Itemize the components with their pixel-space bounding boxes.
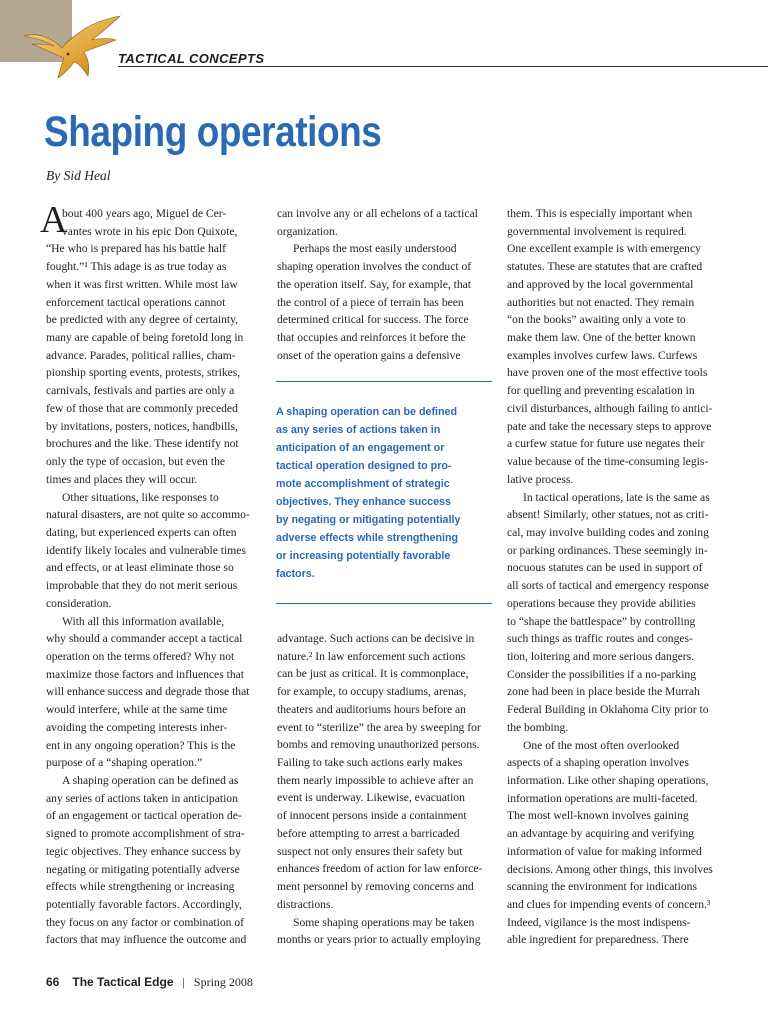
text-line: them nearly impossible to achieve after an <box>277 773 474 787</box>
text-line: months or years prior to actually employing <box>277 933 481 947</box>
text-line: determined critical for success. The force <box>277 313 469 327</box>
text-line: a curfew statue for future use negates their <box>507 437 705 451</box>
text-line: Perhaps the most easily understood <box>293 242 457 256</box>
text-line: event is underway. Likewise, evacuation <box>277 791 465 805</box>
text-line: nocuous statutes can be used in support of <box>507 561 703 575</box>
body-column-1 <box>46 205 262 949</box>
text-line: all sorts of tactical and emergency response <box>507 579 709 593</box>
text-line: adverse effects while strengthening <box>276 532 459 544</box>
text-line: few of those that are commonly preceded <box>46 401 238 415</box>
body-column-2-top <box>277 205 493 364</box>
text-line: potentially favorable factors. Accordingly, <box>46 898 242 912</box>
text-line: value because of the time-consuming legis- <box>507 455 709 469</box>
text-line: In tactical operations, late is the same as <box>523 490 710 504</box>
text-line: One excellent example is with emergency <box>507 242 701 256</box>
text-line: bout 400 years ago, Miguel de Cer- <box>62 207 227 220</box>
text-line: that occupies and reinforces it before the <box>277 331 466 345</box>
body-column-2-bottom <box>277 630 493 949</box>
text-line: advantage. Such actions can be decisive in <box>277 632 475 645</box>
section-divider <box>118 66 768 67</box>
text-line: operation on the terms offered? Why not <box>46 649 235 663</box>
text-line: when it was first written. While most law <box>46 277 238 291</box>
text-line: factors that may influence the outcome and <box>46 933 247 947</box>
text-line: lative process. <box>507 472 574 486</box>
text-line: make them law. One of the better known <box>507 331 696 345</box>
text-line: would interfere, while at the same time <box>46 703 228 717</box>
text-line: “He who is prepared has his battle half <box>46 242 226 256</box>
text-line: or parking ordinances. These seemingly in- <box>507 543 708 557</box>
text-line: tegic objectives. They enhance success by <box>46 844 241 858</box>
page-footer <box>46 975 253 990</box>
text-line: identify likely locales and vulnerable times <box>46 543 246 557</box>
text-line: onset of the operation gains a defensive <box>277 348 461 362</box>
text-line: by negating or mitigating potentially <box>276 514 461 526</box>
text-line: negating or mitigating potentially adverse <box>46 862 240 876</box>
text-line: will enhance success and degrade those that <box>46 685 250 699</box>
text-line: dating, but experienced experts can often <box>46 525 237 539</box>
footer-separator: | <box>182 975 185 989</box>
text-line: the operation itself. Say, for example, that <box>277 277 472 291</box>
text-line: can be just as critical. It is commonplace, <box>277 667 469 681</box>
text-line: advance. Parades, political rallies, cham- <box>46 348 236 362</box>
text-line: times and places they will occur. <box>46 472 198 486</box>
text-line: for quelling and preventing escalation in <box>507 384 695 398</box>
text-line: cal, may involve building codes and zoning <box>507 525 709 539</box>
text-line: them. This is especially important when <box>507 207 693 220</box>
text-line: “on the books” awaiting only a vote to <box>507 313 686 327</box>
text-line: why should a commander accept a tactical <box>46 632 243 646</box>
publication-name: The Tactical Edge <box>72 975 174 989</box>
text-line: as any series of actions taken in <box>276 424 441 436</box>
text-line: ment personnel by removing concerns and <box>277 880 474 894</box>
text-line: mote accomplishment of strategic <box>276 478 450 490</box>
text-line: Failing to take such actions early makes <box>277 756 463 770</box>
text-line: shaping operation involves the conduct of <box>277 260 472 274</box>
text-line: The most well-known involves gaining <box>507 809 689 823</box>
text-line: any series of actions taken in anticipation <box>46 791 238 805</box>
issue-date: Spring 2008 <box>193 975 253 989</box>
text-line: information operations are multi-faceted. <box>507 791 698 805</box>
eagle-icon <box>18 14 122 86</box>
text-line: scanning the environment for indications <box>507 880 697 894</box>
pull-quote <box>276 403 492 583</box>
text-line: Some shaping operations may be taken <box>293 915 475 929</box>
text-line: many are capable of being foretold long in <box>46 331 244 345</box>
text-line: Other situations, like responses to <box>62 490 219 504</box>
text-line: only the type of occasion, but even the <box>46 455 226 469</box>
text-line: able ingredient for preparedness. There <box>507 933 689 947</box>
text-line: objectives. They enhance success <box>276 496 451 508</box>
text-line: bombs and removing unauthorized persons. <box>277 738 480 752</box>
text-line: event to “sterilize” the area by sweeping for <box>277 720 481 734</box>
pull-quote-top-rule <box>276 381 492 382</box>
text-line: carnivals, festivals and parties are only a <box>46 384 235 398</box>
text-line: A shaping operation can be defined <box>276 406 458 418</box>
section-label: TACTICAL CONCEPTS <box>118 51 265 66</box>
text-line: decisions. Among other things, this involves <box>507 862 713 876</box>
text-line: such things as traffic routes and conges- <box>507 632 693 646</box>
text-line: avoiding the competing interests inher- <box>46 720 228 734</box>
text-line: enhances freedom of action for law enforce- <box>277 862 483 876</box>
text-line: organization. <box>277 224 338 238</box>
text-line: the control of a piece of terrain has been <box>277 295 464 309</box>
text-line: Consider the possibilities if a no-parking <box>507 667 697 681</box>
text-line: factors. <box>276 568 315 580</box>
text-line: nature.² In law enforcement such actions <box>277 649 466 663</box>
drop-cap: A <box>40 199 68 241</box>
text-line: have proven one of the most effective tools <box>507 366 708 380</box>
text-line: to “shape the battlespace” by controlling <box>507 614 696 628</box>
text-line: purpose of a “shaping operation.” <box>46 756 203 770</box>
text-line: authorities but not enacted. They remain <box>507 295 695 309</box>
text-line: improbable that they do not merit serious <box>46 579 238 593</box>
text-line: absent! Similarly, other statues, not as criti- <box>507 508 709 522</box>
text-line: be predicted with any degree of certainty, <box>46 313 239 327</box>
text-line: Federal Building in Oklahoma City prior to <box>507 703 709 717</box>
text-line: statutes. These are statutes that are crafted <box>507 260 703 274</box>
text-line: aspects of a shaping operation involves <box>507 756 689 770</box>
text-line: by invitations, posters, notices, handbills, <box>46 419 238 433</box>
text-line: before attempting to arrest a barricaded <box>277 826 460 840</box>
text-line: an advantage by acquiring and verifying <box>507 827 695 841</box>
body-column-3 <box>507 205 723 949</box>
text-line: for example, to occupy stadiums, arenas, <box>277 685 467 699</box>
text-line: of innocent persons inside a containment <box>277 809 467 823</box>
text-line: brochures and the like. These identify not <box>46 437 239 451</box>
text-line: they focus on any factor or combination of <box>46 915 244 929</box>
text-line: or increasing potentially favorable <box>276 550 451 562</box>
text-line: and clues for impending events of concern.³ <box>507 898 711 912</box>
text-line: fought.”¹ This adage is as true today as <box>46 260 227 274</box>
text-line: maximize those factors and influences that <box>46 667 244 681</box>
text-line: ent in any ongoing operation? This is the <box>46 738 236 752</box>
text-line: of an engagement or tactical operation de- <box>46 809 242 823</box>
text-line: civil disturbances, although failing to antici- <box>507 401 713 415</box>
text-line: With all this information available, <box>62 614 225 628</box>
text-line: governmental involvement is required. <box>507 224 687 238</box>
text-line: natural disasters, are not quite so accommo- <box>46 508 250 522</box>
text-line: tion, loitering and more serious dangers. <box>507 649 695 663</box>
pull-quote-bottom-rule <box>276 603 492 604</box>
article-title: Shaping operations <box>44 108 382 156</box>
text-line: theaters and auditoriums hours before an <box>277 702 466 716</box>
text-line: vantes wrote in his epic Don Quixote, <box>62 224 238 238</box>
text-line: zone had been in place beside the Murrah <box>507 685 700 699</box>
page-number: 66 <box>46 975 60 989</box>
text-line: and approved by the local governmental <box>507 277 694 291</box>
text-line: consideration. <box>46 596 112 610</box>
text-line: One of the most often overlooked <box>523 738 680 752</box>
text-line: information. Like other shaping operations, <box>507 774 709 787</box>
text-line: suspect not only ensures their safety but <box>277 844 463 858</box>
text-line: signed to promote accomplishment of stra- <box>46 827 245 841</box>
text-line: enforcement tactical operations cannot <box>46 295 226 309</box>
text-line: pionship sporting events, protests, strikes, <box>46 366 241 380</box>
text-line: tactical operation designed to pro- <box>276 460 452 472</box>
text-line: operations because they provide abilities <box>507 596 696 610</box>
text-line: examples involves curfew laws. Curfews <box>507 348 698 362</box>
text-line: A shaping operation can be defined as <box>62 774 239 787</box>
text-line: anticipation of an engagement or <box>276 442 445 454</box>
text-line: effects while strengthening or increasing <box>46 880 235 894</box>
text-line: can involve any or all echelons of a tactical <box>277 207 478 220</box>
text-line: and effects, or at least eliminate those so <box>46 561 234 575</box>
text-line: Indeed, vigilance is the most indispens- <box>507 915 691 929</box>
text-line: pate and take the necessary steps to approve <box>507 419 712 433</box>
text-line: distractions. <box>277 897 334 911</box>
text-line: information of value for making informed <box>507 844 702 858</box>
text-line: the bombing. <box>507 720 569 734</box>
article-byline: By Sid Heal <box>46 168 111 183</box>
